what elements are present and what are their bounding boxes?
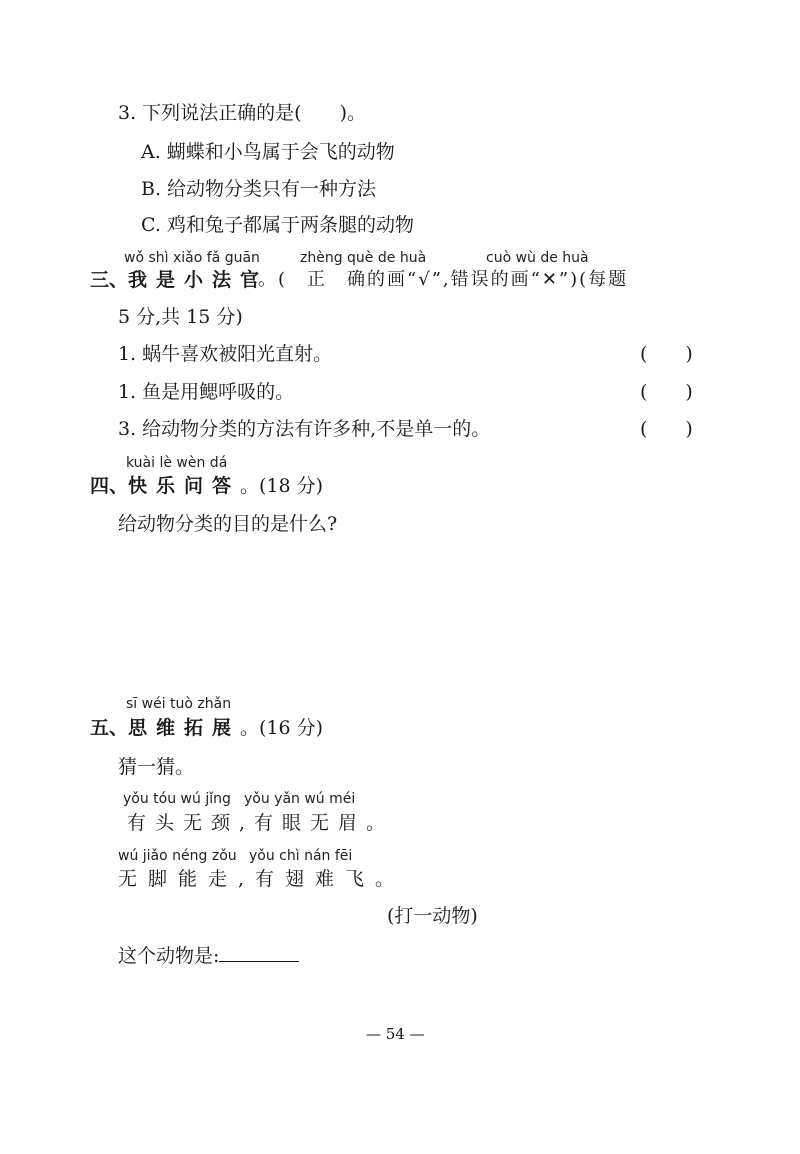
riddle-line-2: 无脚能走,有翅难飞。	[118, 868, 406, 890]
question-3-option-b: B. 给动物分类只有一种方法	[141, 178, 377, 200]
section-3-instruction: 。( 正 确的画“√”,错误的画“✕”)(每题	[258, 269, 629, 290]
riddle-line-1: 有头无颈,有眼无眉。	[127, 812, 395, 834]
section-3-instruction-cont: 5 分,共 15 分)	[118, 306, 243, 328]
section-3-item-3: 3. 给动物分类的方法有许多种,不是单一的。	[118, 418, 491, 440]
section-4-title-pinyin: kuài lè wèn dá	[126, 455, 228, 471]
riddle-line-1-pinyin-a: yǒu tóu wú jǐng	[123, 791, 231, 807]
section-3-item-2: 1. 鱼是用鳃呼吸的。	[118, 381, 295, 403]
riddle-line-2-pinyin-a: wú jiǎo néng zǒu	[118, 848, 237, 864]
section-4-number: 四、	[90, 475, 129, 497]
section-3-wrong-pinyin: cuò wù de huà	[486, 250, 589, 266]
section-5-title-pinyin: sī wéi tuò zhǎn	[126, 696, 232, 712]
section-4-title: 快乐问答	[128, 475, 241, 497]
riddle-line-2-pinyin-b: yǒu chì nán fēi	[249, 848, 353, 864]
section-5-number: 五、	[90, 717, 129, 739]
section-3-title: 我是小法官	[128, 269, 269, 291]
section-3-heading	[90, 268, 268, 292]
section-3-item-3-answer[interactable]: ( )	[640, 418, 693, 440]
section-4-heading	[90, 474, 323, 498]
answer-line	[118, 943, 299, 968]
section-3-item-1-answer[interactable]: ( )	[640, 343, 693, 365]
question-3-option-a: A. 蝴蝶和小鸟属于会飞的动物	[141, 141, 395, 163]
riddle-hint: (打一动物)	[387, 905, 478, 927]
section-5-score: 。(16 分)	[240, 717, 324, 739]
riddle-line-1-pinyin-b: yǒu yǎn wú méi	[244, 791, 356, 807]
section-5-heading	[90, 716, 323, 740]
section-3-item-2-answer[interactable]: ( )	[640, 381, 693, 403]
answer-label: 这个动物是:	[118, 945, 220, 967]
section-3-title-pinyin: wǒ shì xiǎo fǎ guān	[124, 250, 260, 266]
section-4-question: 给动物分类的目的是什么?	[118, 513, 338, 535]
question-3-stem: 3. 下列说法正确的是( )。	[118, 102, 366, 124]
section-4-score: 。(18 分)	[240, 475, 324, 497]
answer-blank[interactable]	[219, 943, 299, 962]
section-4-answer-area[interactable]	[118, 550, 698, 680]
page-number: — 54 —	[366, 1025, 425, 1043]
section-3-correct-pinyin: zhèng què de huà	[300, 250, 427, 266]
section-5-title: 思维拓展	[128, 717, 241, 739]
question-3-option-c: C. 鸡和兔子都属于两条腿的动物	[141, 214, 414, 236]
section-3-item-1: 1. 蜗牛喜欢被阳光直射。	[118, 343, 333, 365]
section-5-prompt: 猜一猜。	[118, 756, 195, 778]
section-3-number: 三、	[90, 269, 129, 291]
